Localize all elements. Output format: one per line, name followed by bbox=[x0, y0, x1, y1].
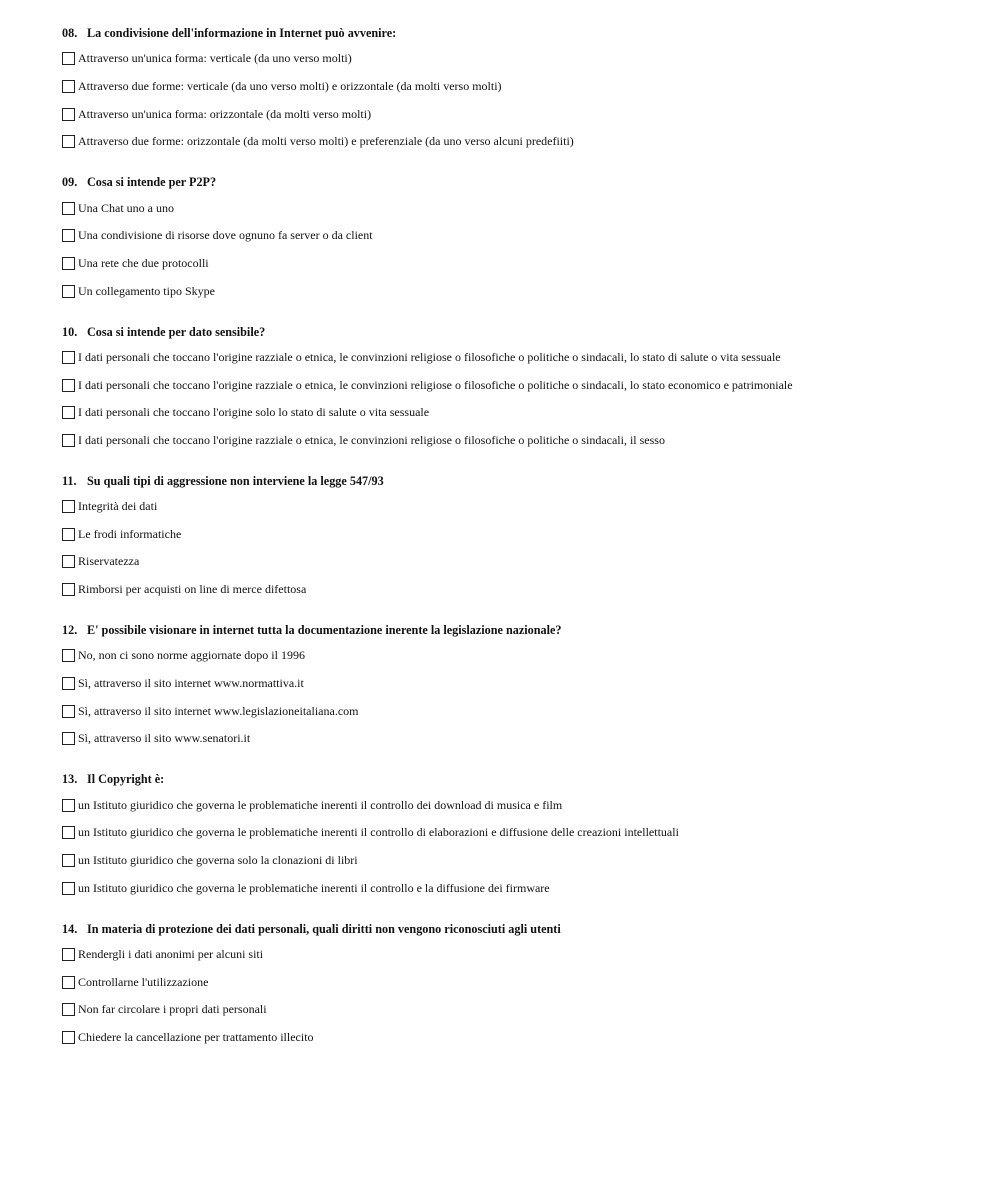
answer-option[interactable] bbox=[62, 670, 982, 698]
answer-checkbox[interactable] bbox=[62, 649, 75, 662]
answer-option[interactable] bbox=[62, 493, 982, 521]
answer-label: Chiedere la cancellazione per trattamento illecito bbox=[78, 1029, 314, 1044]
question-text: Cosa si intende per P2P? bbox=[87, 175, 217, 190]
question-block bbox=[62, 767, 982, 902]
answer-label: Sì, attraverso il sito internet www.legislazioneitaliana.com bbox=[78, 703, 359, 718]
answer-option[interactable] bbox=[62, 1024, 982, 1052]
answer-option[interactable] bbox=[62, 642, 982, 670]
question-number: 13. bbox=[62, 772, 78, 787]
answer-option[interactable] bbox=[62, 344, 982, 372]
answer-checkbox[interactable] bbox=[62, 80, 75, 93]
answer-label: un Istituto giuridico che governa le problematiche inerenti il controllo dei download di musica e film bbox=[78, 797, 563, 812]
answer-option[interactable] bbox=[62, 941, 982, 969]
answer-option[interactable] bbox=[62, 194, 982, 222]
question-text: Cosa si intende per dato sensibile? bbox=[87, 324, 266, 339]
answer-label: Una rete che due protocolli bbox=[78, 255, 209, 270]
answer-checkbox[interactable] bbox=[62, 257, 75, 270]
answer-label: Sì, attraverso il sito internet www.normattiva.it bbox=[78, 676, 304, 691]
question-text: E' possibile visionare in internet tutta la documentazione inerente la legislazione nazionale? bbox=[87, 623, 562, 637]
answer-option[interactable] bbox=[62, 697, 982, 725]
answer-checkbox[interactable] bbox=[62, 555, 75, 568]
answer-label: Una condivisione di risorse dove ognuno fa server o da client bbox=[78, 228, 373, 243]
question-number: 08. bbox=[62, 26, 78, 40]
answer-option[interactable] bbox=[62, 371, 982, 399]
answer-label: I dati personali che toccano l'origine razziale o etnica, le convinzioni religiose o filosofiche o politiche o sindacali, lo stato economico e patrimoniale bbox=[78, 377, 793, 392]
answer-option[interactable] bbox=[62, 399, 982, 427]
answer-checkbox[interactable] bbox=[62, 732, 75, 745]
answer-checkbox[interactable] bbox=[62, 677, 75, 690]
question-number: 11. bbox=[62, 473, 77, 488]
question-text: Il Copyright è: bbox=[87, 772, 165, 787]
answer-checkbox[interactable] bbox=[62, 799, 75, 812]
answer-checkbox[interactable] bbox=[62, 500, 75, 513]
answer-label: Le frodi informatiche bbox=[78, 526, 182, 541]
answer-option[interactable] bbox=[62, 250, 982, 278]
answer-label: Attraverso un'unica forma: orizzontale (da molti verso molti) bbox=[78, 106, 372, 121]
answer-option[interactable] bbox=[62, 128, 982, 156]
answer-checkbox[interactable] bbox=[62, 108, 75, 121]
answer-label: un Istituto giuridico che governa solo la clonazioni di libri bbox=[78, 852, 358, 867]
question-text: La condivisione dell'informazione in Internet può avvenire: bbox=[87, 26, 397, 40]
answer-checkbox[interactable] bbox=[62, 583, 75, 596]
answer-option[interactable] bbox=[62, 819, 982, 847]
question-text: In materia di protezione dei dati personali, quali diritti non vengono riconosciuti agli utenti bbox=[87, 921, 561, 936]
answer-checkbox[interactable] bbox=[62, 434, 75, 447]
question-title bbox=[62, 469, 982, 493]
answer-label: I dati personali che toccano l'origine razziale o etnica, le convinzioni religiose o filosofiche o politiche o sindacali, il sesso bbox=[78, 432, 665, 447]
question-title bbox=[62, 917, 982, 941]
question-title bbox=[62, 21, 982, 45]
question-number: 09. bbox=[62, 175, 78, 190]
answer-option[interactable] bbox=[62, 968, 982, 996]
answer-option[interactable] bbox=[62, 222, 982, 250]
answer-option[interactable] bbox=[62, 548, 982, 576]
answer-label: Sì, attraverso il sito www.senatori.it bbox=[78, 731, 251, 746]
question-number: 12. bbox=[62, 623, 78, 637]
quiz-page bbox=[62, 21, 982, 1066]
answer-option[interactable] bbox=[62, 791, 982, 819]
answer-checkbox[interactable] bbox=[62, 285, 75, 298]
question-number: 14. bbox=[62, 921, 78, 936]
answer-label: Rendergli i dati anonimi per alcuni siti bbox=[78, 946, 264, 961]
answer-checkbox[interactable] bbox=[62, 1031, 75, 1044]
answer-label: Attraverso un'unica forma: verticale (da uno verso molti) bbox=[78, 51, 352, 66]
answer-label: un Istituto giuridico che governa le problematiche inerenti il controllo di elaborazioni e diffusione delle creazioni intellettuali bbox=[78, 825, 679, 840]
answer-label: un Istituto giuridico che governa le problematiche inerenti il controllo e la diffusione dei firmware bbox=[78, 880, 550, 895]
answer-checkbox[interactable] bbox=[62, 528, 75, 541]
answer-label: Controllarne l'utilizzazione bbox=[78, 974, 209, 989]
question-block bbox=[62, 320, 982, 455]
answer-option[interactable] bbox=[62, 725, 982, 753]
question-block bbox=[62, 618, 982, 753]
answer-checkbox[interactable] bbox=[62, 976, 75, 989]
answer-option[interactable] bbox=[62, 427, 982, 455]
answer-label: Attraverso due forme: verticale (da uno verso molti) e orizzontale (da molti verso molti) bbox=[78, 79, 502, 94]
answer-option[interactable] bbox=[62, 576, 982, 604]
answer-option[interactable] bbox=[62, 277, 982, 305]
question-title bbox=[62, 170, 982, 194]
answer-checkbox[interactable] bbox=[62, 826, 75, 839]
question-title bbox=[62, 767, 982, 791]
question-title bbox=[62, 618, 982, 642]
answer-option[interactable] bbox=[62, 520, 982, 548]
answer-label: Non far circolare i propri dati personali bbox=[78, 1002, 267, 1017]
answer-label: No, non ci sono norme aggiornate dopo il 1996 bbox=[78, 648, 305, 663]
question-text: Su quali tipi di aggressione non interviene la legge 547/93 bbox=[87, 473, 384, 488]
answer-label: Una Chat uno a uno bbox=[78, 200, 174, 215]
question-block bbox=[62, 21, 982, 156]
answer-option[interactable] bbox=[62, 847, 982, 875]
question-number: 10. bbox=[62, 324, 78, 339]
answer-label: Un collegamento tipo Skype bbox=[78, 283, 215, 298]
question-block bbox=[62, 469, 982, 604]
answer-checkbox[interactable] bbox=[62, 135, 75, 148]
answer-checkbox[interactable] bbox=[62, 351, 75, 364]
answer-checkbox[interactable] bbox=[62, 379, 75, 392]
answer-checkbox[interactable] bbox=[62, 1003, 75, 1016]
question-block bbox=[62, 917, 982, 1052]
answer-label: I dati personali che toccano l'origine razziale o etnica, le convinzioni religiose o filosofiche o politiche o sindacali, lo stato di salute o vita sessuale bbox=[78, 349, 781, 364]
answer-checkbox[interactable] bbox=[62, 52, 75, 65]
answer-checkbox[interactable] bbox=[62, 406, 75, 419]
answer-checkbox[interactable] bbox=[62, 854, 75, 867]
answer-label: Rimborsi per acquisti on line di merce difettosa bbox=[78, 582, 307, 597]
answer-checkbox[interactable] bbox=[62, 202, 75, 215]
answer-label: I dati personali che toccano l'origine solo lo stato di salute o vita sessuale bbox=[78, 405, 430, 420]
answer-option[interactable] bbox=[62, 874, 982, 902]
answer-option[interactable] bbox=[62, 45, 982, 73]
answer-checkbox[interactable] bbox=[62, 882, 75, 895]
answer-checkbox[interactable] bbox=[62, 229, 75, 242]
question-title bbox=[62, 320, 982, 344]
answer-option[interactable] bbox=[62, 73, 982, 101]
answer-label: Attraverso due forme: orizzontale (da molti verso molti) e preferenziale (da uno verso alcuni predefiiti) bbox=[78, 134, 574, 149]
answer-label: Riservatezza bbox=[78, 554, 140, 569]
answer-label: Integrità dei dati bbox=[78, 499, 158, 514]
answer-option[interactable] bbox=[62, 100, 982, 128]
question-block bbox=[62, 170, 982, 305]
answer-option[interactable] bbox=[62, 996, 982, 1024]
answer-checkbox[interactable] bbox=[62, 705, 75, 718]
answer-checkbox[interactable] bbox=[62, 948, 75, 961]
